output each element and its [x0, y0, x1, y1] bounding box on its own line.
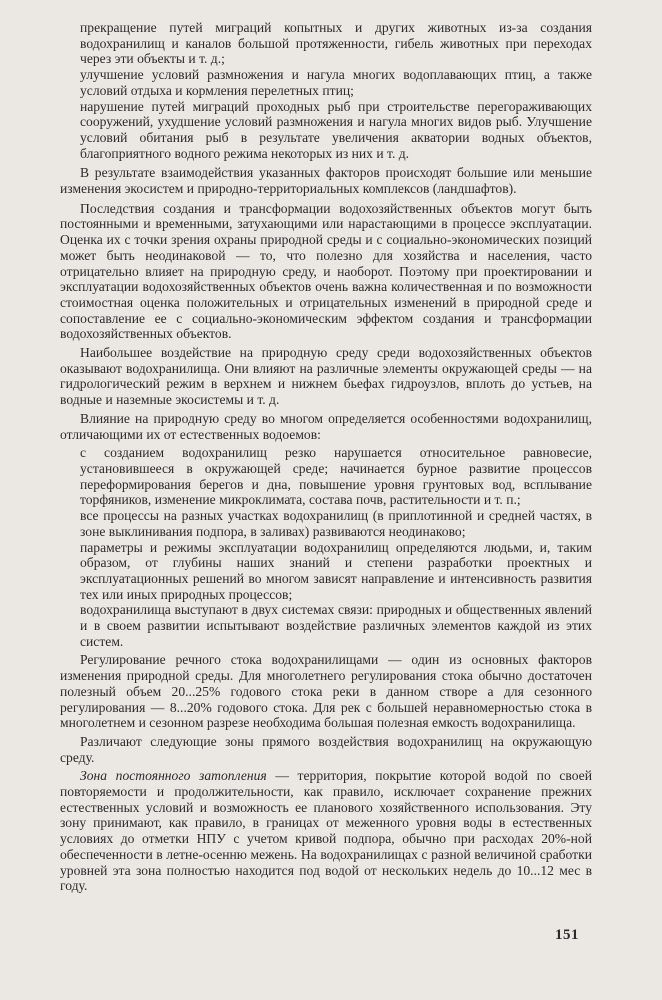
reservoir-features-list — [60, 445, 592, 649]
zone-definition-paragraph — [60, 768, 592, 894]
zone-text: — территория, покрытие которой водой по своей повторяемости и продолжительности, как правило, исключает сохранение прежних естественных условий и возможность ее планового хозяйственного использования. Эту зону принимают, как правило, в границах от меженного уровня воды в естественных условиях до отметки НПУ с учетом кривой подпора, обычно при расходах 20%-ной обеспеченности в летне-осенню межень. На водохранилищах с разной величиной сработки уровней эта зона полностью находится под водой от нескольких недель до 10...12 мес в году. — [60, 768, 592, 894]
paragraph: Влияние на природную среду во многом определяется особенностями водохранилищ, отличающими их от естественных водоемов: — [60, 410, 592, 442]
list-item: с созданием водохранилищ резко нарушается относительное равновесие, установившееся в окружающей среде; начинается бурное развитие процессов переформирования берегов и дна, повышение уровня грунтовых вод, всплывание торфяников, изменение микроклимата, состава почв, растительности и т. п.; — [80, 445, 592, 508]
paragraph: Наибольшее воздействие на природную среду среди водохозяйственных объектов оказывают водохранилища. Они влияют на различные элементы окружающей среды — на гидрологический режим в верхнем и нижнем бьефах гидроузлов, вплоть до устьев, на водные и наземные экосистемы и т. д. — [60, 345, 592, 408]
paragraph: Последствия создания и трансформации водохозяйственных объектов могут быть постоянными и временными, затухающими или нарастающими в процессе эксплуатации. Оценка их с точки зрения охраны природной среды и с социально-экономических позиций может быть неодинаковой — то, что полезно для хозяйства и населения, часто отрицательно влияет на природную среду, и наоборот. Поэтому при проектировании и эксплуатации водохозяйственных объектов очень важна количественная и по возможности стоимостная оценка положительных и отрицательных изменений в природной среде и сопоставление ее с социально-экономическим эффектом создания и трансформации водохозяйственных объектов. — [60, 200, 592, 342]
paragraph: Регулирование речного стока водохранилищами — один из основных факторов изменения природной среды. Для многолетнего регулирования стока обычно достаточен полезный объем 20...25% годового стока реки в данном створе а для сезонного регулирования — 8...20% годового стока. Для рек с большей неравномерностью стока в многолетнем и сезонном разрезе необходима большая полезная емкость водохранилища. — [60, 652, 592, 731]
list-item: прекращение путей миграций копытных и других животных из-за создания водохранилищ и каналов большой протяженности, гибель животных при переходах через эти объекты и т. д.; — [80, 20, 592, 67]
list-item: водохранилища выступают в двух системах связи: природных и общественных явлений и в своем развитии испытывают воздействие различных элементов каждой из этих систем. — [80, 602, 592, 649]
list-item: параметры и режимы эксплуатации водохранилищ определяются людьми, и, таким образом, от глубины наших знаний и степени разработки проектных и эксплуатационных решений во многом зависят направление и интенсивность развития тех или иных природных процессов; — [80, 539, 592, 602]
zone-term: Зона постоянного затопления — [80, 768, 267, 784]
paragraph: В результате взаимодействия указанных факторов происходят большие или меньшие изменения экосистем и природно-территориальных комплексов (ландшафтов). — [60, 165, 592, 197]
paragraph: Различают следующие зоны прямого воздействия водохранилищ на окружающую среду. — [60, 733, 592, 765]
text-column — [60, 20, 592, 894]
page-number: 151 — [555, 927, 579, 943]
list-item: нарушение путей миграций проходных рыб при строительстве перегораживающих сооружений, ухудшение условий размножения и нагула многих видов рыб. Улучшение условий обитания рыб в результате увеличения акватории водных объектов, благоприятного водного режима некоторых из них и т. д. — [80, 98, 592, 161]
list-item: улучшение условий размножения и нагула многих водоплавающих птиц, а также условий отдыха и кормления перелетных птиц; — [80, 67, 592, 98]
wildlife-impacts-list — [60, 20, 592, 161]
list-item: все процессы на разных участках водохранилищ (в приплотинной и средней частях, в зоне выклинивания подпора, в заливах) развиваются неодинаково; — [80, 508, 592, 539]
